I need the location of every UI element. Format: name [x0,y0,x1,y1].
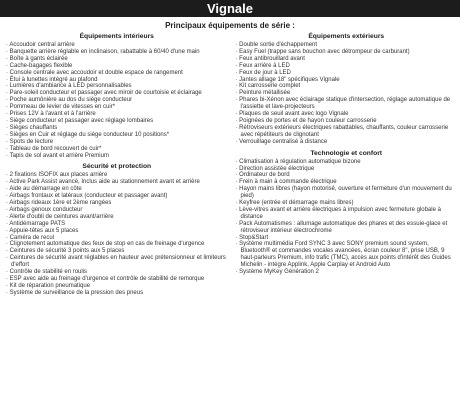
section-heading-interior: Équipements intérieurs [79,33,154,40]
list-item: · Antidémarrage PATS [6,221,228,228]
technology-list [236,159,458,276]
list-item: · Prises 12V à l'avant et à l'arrière [6,111,228,118]
list-item: · 2 fixations ISOFIX aux places arrière [6,172,228,179]
list-item: · Boîte à gants éclairée [6,56,228,63]
list-item: · Easy Fuel (trappe sans bouchon avec détrompeur de carburant) [236,49,458,56]
list-item: · Plaques de seuil avant avec logo Vignale [236,111,458,118]
list-item: · Double sortie d'échappement [236,42,458,49]
section-heading-technology: Technologie et confort [310,149,383,157]
list-item: · Accoudoir central arrière [6,42,228,49]
list-item: · Phares bi-Xénon avec éclairage statique d'intersection, réglage automatique de l'assiette et lave-projecteurs [236,97,458,111]
exterior-list [236,42,458,146]
list-item: · Système de surveillance de la pression des pneus [6,290,228,297]
page-subtitle: Principaux équipements de série : [165,21,295,30]
list-item: · Lumières d'ambiance à LED personnalisables [6,83,228,90]
list-item: · Ceintures de sécurité 3 points aux 5 places [6,248,228,255]
list-item: · Rétroviseurs extérieurs électriques rabattables, chauffants, couleur carrosserie avec répétiteurs de clignotant [236,125,458,139]
columns [0,31,460,297]
list-item: · Pare-soleil conducteur et passager avec miroir de courtoisie et éclairage [6,90,228,97]
list-item: · Appuie-têtes aux 5 places [6,228,228,235]
list-item: · Tableau de bord recouvert de cuir* [6,146,228,153]
list-item: · Sièges chauffants [6,125,228,132]
list-item: · Clignotement automatique des feux de stop en cas de freinage d'urgence [6,241,228,248]
list-item: · Stop&Start [236,235,458,242]
list-item: · Lève-vitres avant et arrière électriques à impulsion avec fermeture globale à distance [236,207,458,221]
list-item: · Pommeau de levier de vitesses en cuir* [6,104,228,111]
list-item: · Pack Automatismes : allumage automatique des phares et des essuie-glace et rétroviseur intérieur électrochrome [236,221,458,235]
list-item: · Spots de lecture [6,139,228,146]
list-item: · Tapis de sol avant et arrière Premium [6,153,228,160]
list-item: · Climatisation à régulation automatique bizone [236,159,458,166]
list-item: · Feux antibrouillard avant [236,56,458,63]
list-item: · Banquette arrière réglable en inclinaison, rabattable à 60/40 d'une main [6,49,228,56]
list-item: · Keyfree (entrée et démarrage mains libres) [236,200,458,207]
list-item: · Frein à main à commande électrique [236,179,458,186]
list-item: · Kit carrosserie complet [236,83,458,90]
list-item: · Feux arrière à LED [236,63,458,70]
list-item: · Cache-bagages flexible [6,63,228,70]
list-item: · Kit de réparation pneumatique [6,283,228,290]
page-title: Vignale [0,0,460,17]
list-item: · Airbags rideaux 1ère et 2ème rangées [6,200,228,207]
list-item: · Hayon mains libres (hayon motorisé, ouverture et fermeture d'un mouvement du pied) [236,186,458,200]
list-item: · Jantes alliage 18" spécifiques Vignale [236,77,458,84]
list-item: · Direction assistée électrique [236,166,458,173]
list-item: · Caméra de recul [6,235,228,242]
list-item: · Aide au démarrage en côte [6,186,228,193]
list-item: · Contrôle de stabilité en roulis [6,269,228,276]
safety-list [6,172,228,296]
section-heading-exterior: Équipements extérieurs [308,33,385,40]
list-item: · Feux de jour à LED [236,70,458,77]
list-item: · Ordinateur de bord [236,172,458,179]
list-item: · Poignées de portes et de hayon couleur carrosserie [236,118,458,125]
list-item: · Système multimédia Ford SYNC 3 avec SONY premium sound system, Bluetooth® et commandes vocales avancées, écran couleur 8", prise USB, 9 haut-parleurs Premium, info trafic (TMC), accès aux points d'intérêt des Guides Michelin - intégre Applink, Apple Carplay et Android Auto [236,241,458,269]
list-item: · ESP avec aide au freinage d'urgence et contrôle de stabilité de remorque [6,276,228,283]
list-item: · Siège conducteur et passager avec réglage lombaires [6,118,228,125]
right-column [236,31,458,297]
list-item: · Alerte d'oubli de ceintures avant/arrière [6,214,228,221]
interior-list [6,42,228,159]
list-item: · Ceintures de sécurité avant réglables en hauteur avec prétensionneur et limiteurs d'effort [6,255,228,269]
list-item: · Système MyKey Génération 2 [236,269,458,276]
section-heading-safety: Sécurité et protection [82,163,152,171]
list-item: · Sièges en Cuir et réglage du siège conducteur 10 positions* [6,132,228,139]
list-item: · Active Park Assist avancé, Inclus aide au stationnement avant et arrière [6,179,228,186]
list-item: · Console centrale avec accoudoir et double espace de rangement [6,70,228,77]
list-item: · Poche aumônière au dos du siège conducteur [6,97,228,104]
list-item: · Étui à lunettes intégré au plafond [6,77,228,84]
list-item: · Verrouillage centralisé à distance [236,139,458,146]
left-column [6,31,228,297]
list-item: · Airbags genoux conducteur [6,207,228,214]
list-item: · Airbags frontaux et latéraux (conducteur et passager avant) [6,193,228,200]
list-item: · Peinture métallisée [236,90,458,97]
